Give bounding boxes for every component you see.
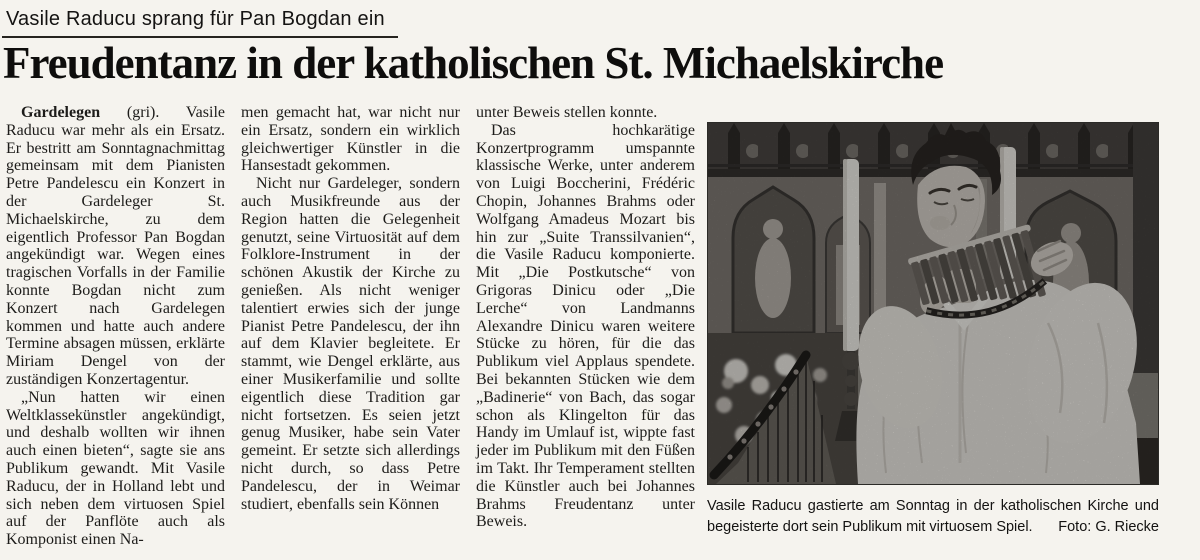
paragraph-continuation: men gemacht hat, war nicht nur ein Ersatz, sondern ein wirklich gleichwertiger Künstler in die Hansestadt gekommen.	[241, 104, 460, 175]
paragraph-dateline	[6, 104, 225, 389]
photo-credit: Foto: G. Riecke	[1058, 519, 1159, 535]
paragraph: „Nun hatten wir einen Weltklassekünstler angekündigt, und deshalb wollten wir ihnen auch einen bieten“, sagte sie ans Publikum gewandt. Mit Vasile Raducu, der in Holland lebt und sich neben dem virtuosen Spiel auf der Panflöte auch als Komponist einen Na-	[6, 388, 225, 549]
caption-text: begeisterte dort sein Publikum mit virtuosem Spiel.	[707, 519, 1033, 535]
paragraph: Nicht nur Gardeleger, sondern auch Musikfreunde aus der Region hatten die Gelegenheit genutzt, seine Virtuosität auf dem Folklore-Instrument in der schönen Akustik der Kirche zu genießen. Als nicht weniger talentiert erwies sich der junge Pianist Petre Pandelescu, der ihn auf dem Klavier begleitete. Er stammt, wie Dengel erklärte, aus einer Musikerfamilie und sollte eigentlich diese Tradition gar nicht fortsetzen. Es seien jetzt genug Musiker, habe sein Vater gemeint. Er setzte sich allerdings nicht durch, so dass Petre Pandelescu, der in Weimar studiert, ebenfalls sein Können	[241, 175, 460, 513]
photo-caption	[707, 496, 1159, 538]
pan-flute-player-church-illustration	[708, 123, 1158, 484]
article-column-1	[6, 104, 225, 556]
article-column-2	[241, 104, 460, 556]
paragraph: Das hochkarätige Konzertprogramm umspannte klassische Werke, unter anderem von Luigi Boccherini, Frédéric Chopin, Johannes Brahms oder Wolfgang Amadeus Mozart bis hin zur „Suite Transsilvanien“, die Vasile Raducu komponierte. Mit „Die Postkutsche“ von Grigoras Dinicu oder „Die Lerche“ von Landmanns Alexandre Dinicu waren weitere Stücke zu hören, für die das Publikum viel Applaus spendete. Bei bekannten Stücken wie dem „Badinerie“ von Bach, das sogar schon als Klingelton für das Handy im Umlauf ist, wippte fast jeder im Publikum mit den Füßen im Takt. Ihr Temperament stellten die Künstler auch bei Johannes Brahms Freudentanz unter Beweis.	[476, 121, 695, 531]
caption-line-1: Vasile Raducu gastierte am Sonntag in der katholischen Kirche und	[707, 498, 1159, 514]
kicker-text: Vasile Raducu sprang für Pan Bogdan ein	[6, 8, 385, 30]
article-column-3	[476, 104, 695, 556]
caption-line-2	[707, 517, 1159, 538]
article-photo	[707, 122, 1159, 485]
kicker	[2, 6, 398, 38]
paragraph-continuation: unter Beweis stellen konnte.	[476, 104, 658, 121]
article-body	[6, 104, 698, 556]
dateline: Gardelegen	[21, 104, 101, 121]
headline: Freudentanz in der katholischen St. Michaelskirche	[3, 38, 944, 88]
paragraph-text: (gri). Vasile Raducu war mehr als ein Ersatz. Er bestritt am Sonntagnachmittag gemeinsam mit dem Pianisten Petre Pandelescu ein Konzert in der Gardeleger St. Michaelskirche, zu dem eigentlich Professor Pan Bogdan angekündigt war. Wegen eines tragischen Vorfalls in der Familie konnte Bogdan nicht zum Konzert nach Gardelegen kommen und hatte auch andere Termine absagen müssen, erklärte Miriam Dengel von der zuständigen Konzertagentur.	[6, 104, 225, 388]
